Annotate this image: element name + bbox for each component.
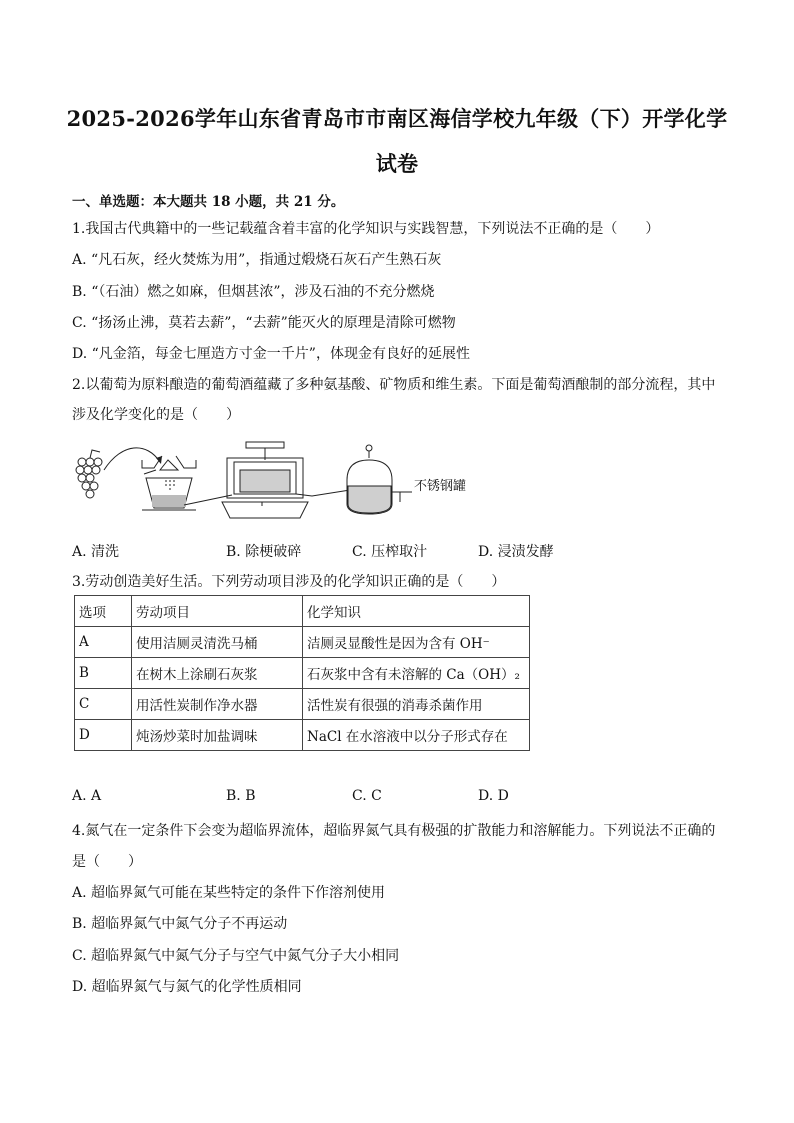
table-cell: B (75, 658, 132, 689)
q2-option-c: C. 压榨取汁 (352, 544, 428, 560)
q4-option-c: C. 超临界氮气中氮气分子与空气中氮气分子大小相同 (72, 948, 400, 964)
table-header-row (75, 596, 530, 627)
pipe-press-to-tank (296, 490, 350, 496)
arrow-to-crusher (104, 448, 160, 470)
q3-option-c: C. C (352, 788, 382, 804)
q1-stem: 1.我国古代典籍中的一些记载蕴含着丰富的化学知识与实践智慧，下列说法不正确的是（ ） (72, 221, 660, 237)
table-header-cell: 选项 (75, 596, 132, 627)
q2-option-d: D. 浸渍发酵 (478, 544, 554, 560)
section-header: 一、单选题：本大题共 18 小题，共 21 分。 (72, 194, 345, 210)
table-cell: C (75, 689, 132, 720)
q3-option-b: B. B (226, 788, 256, 804)
crusher-icon (142, 456, 196, 510)
q2-option-b: B. 除梗破碎 (226, 544, 302, 560)
table-cell: NaCl 在水溶液中以分子形式存在 (303, 720, 530, 751)
table-row (75, 720, 530, 751)
stainless-steel-tank-icon (347, 445, 412, 514)
q4-option-d: D. 超临界氮气与氮气的化学性质相同 (72, 979, 302, 995)
q1-option-c: C. “扬汤止沸，莫若去薪”，“去薪”能灭火的原理是清除可燃物 (72, 315, 456, 331)
q3-stem: 3.劳动创造美好生活。下列劳动项目涉及的化学知识正确的是（ ） (72, 574, 506, 590)
grape-bunch-icon (76, 450, 102, 498)
q3-table (74, 595, 530, 751)
q1-option-a: A. “凡石灰，经火焚炼为用”，指通过煅烧石灰石产生熟石灰 (72, 252, 442, 268)
pipe-crusher-to-press (184, 495, 232, 505)
q4-option-a: A. 超临界氮气可能在某些特定的条件下作溶剂使用 (72, 885, 386, 901)
q1-option-b: B. “（石油）燃之如麻，但烟甚浓”，涉及石油的不充分燃烧 (72, 284, 435, 300)
table-row (75, 689, 530, 720)
table-header-cell: 化学知识 (303, 596, 530, 627)
exam-title-line2: 试卷 (375, 151, 419, 176)
q3-option-d: D. D (478, 788, 509, 804)
exam-title-line1: 2025-2026学年山东省青岛市市南区海信学校九年级（下）开学化学 (66, 106, 728, 131)
q4-stem-line1: 4.氮气在一定条件下会变为超临界流体，超临界氮气具有极强的扩散能力和溶解能力。下列说法不正确的 (72, 823, 716, 839)
table-cell: D (75, 720, 132, 751)
table-cell: 活性炭有很强的消毒杀菌作用 (303, 689, 530, 720)
table-cell: 炖汤炒菜时加盐调味 (132, 720, 303, 751)
table-cell: 用活性炭制作净水器 (132, 689, 303, 720)
tank-label: 不锈钢罐 (414, 479, 467, 494)
q4-option-b: B. 超临界氮气中氮气分子不再运动 (72, 916, 288, 932)
q2-stem-line2: 涉及化学变化的是（ ） (72, 407, 240, 423)
table-cell: 洁厕灵显酸性是因为含有 OH⁻ (303, 627, 530, 658)
table-cell: 使用洁厕灵清洗马桶 (132, 627, 303, 658)
q2-stem-line1: 2.以葡萄为原料酿造的葡萄酒蕴藏了多种氨基酸、矿物质和维生素。下面是葡萄酒酿制的部分流程，其中 (72, 377, 716, 393)
press-icon (222, 442, 308, 518)
table-cell: 在树木上涂刷石灰浆 (132, 658, 303, 689)
q4-stem-line2: 是（ ） (72, 854, 142, 870)
table-row (75, 658, 530, 689)
q2-option-a: A. 清洗 (72, 544, 120, 560)
q3-option-a: A. A (72, 788, 102, 804)
winemaking-process-figure (72, 440, 492, 530)
table-cell: 石灰浆中含有未溶解的 Ca（OH）₂ (303, 658, 530, 689)
table-cell: A (75, 627, 132, 658)
q1-option-d: D. “凡金箔，每金七厘造方寸金一千片”，体现金有良好的延展性 (72, 346, 470, 362)
table-row (75, 627, 530, 658)
table-header-cell: 劳动项目 (132, 596, 303, 627)
